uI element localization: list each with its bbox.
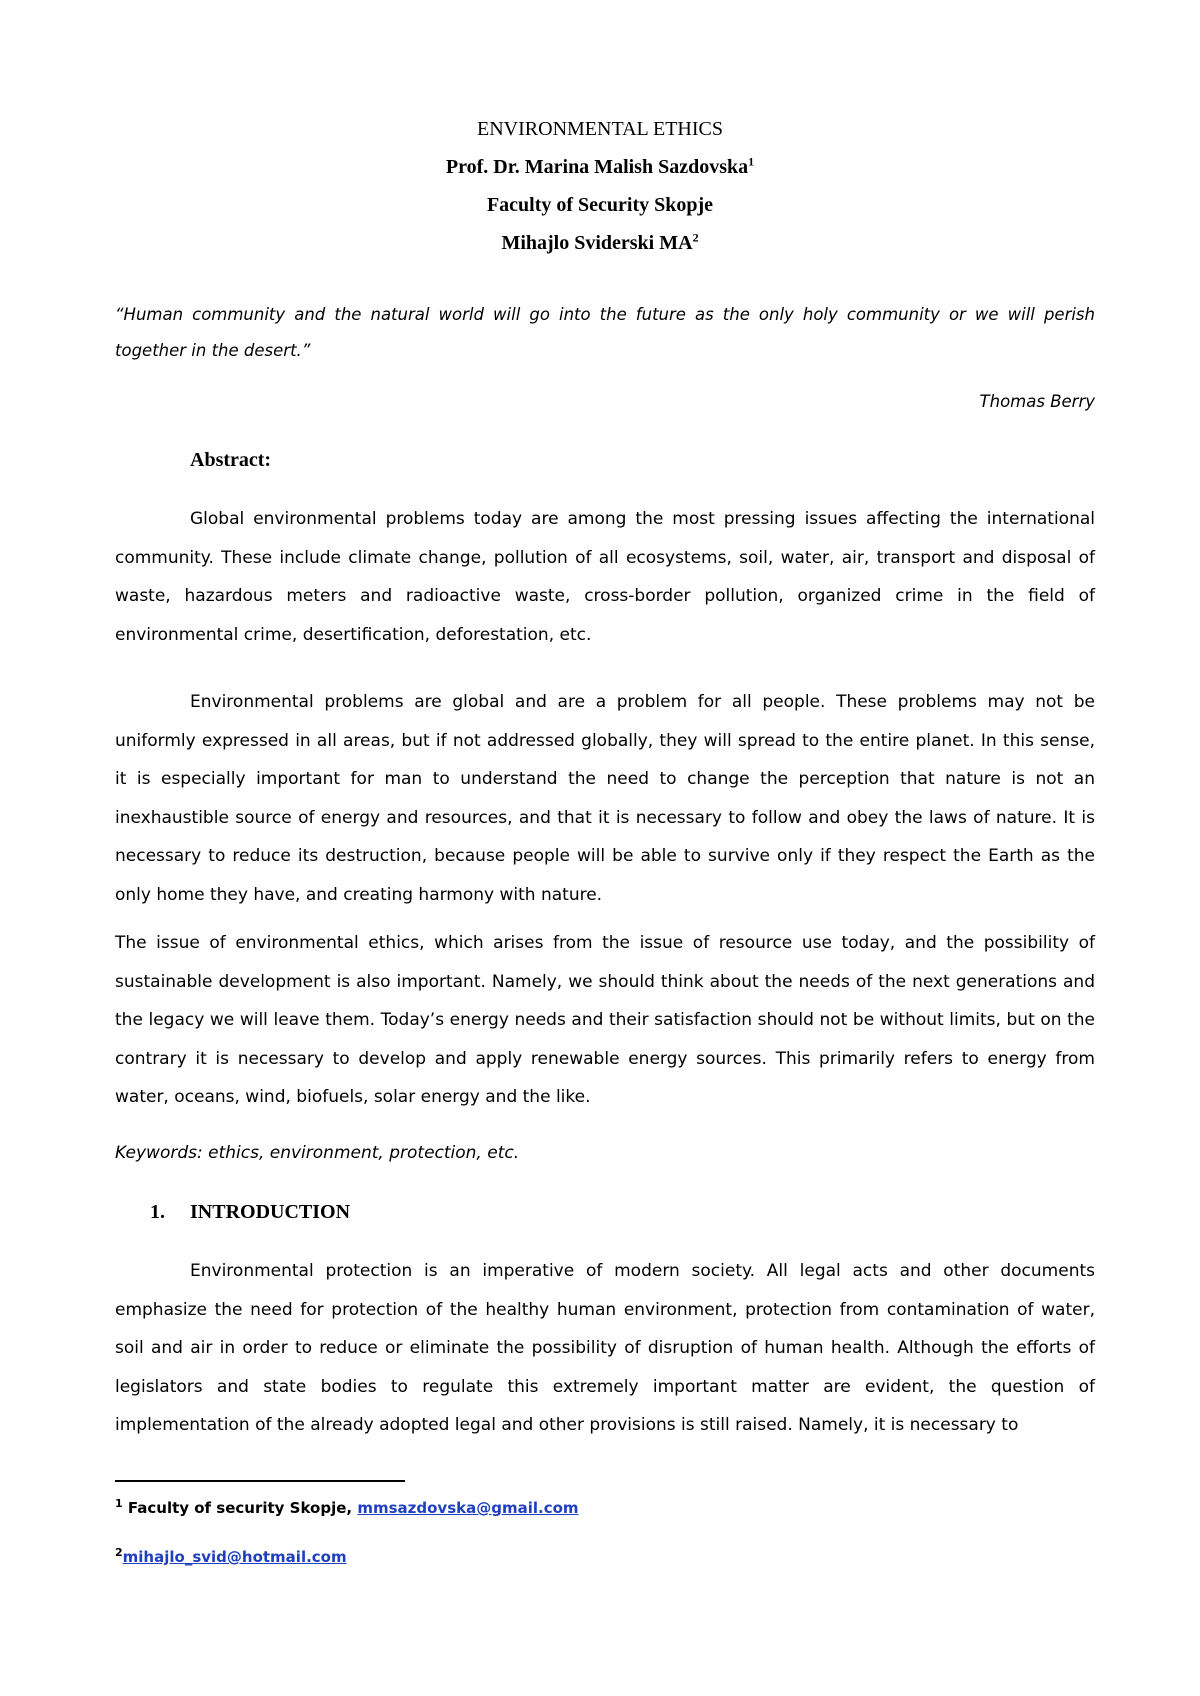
section-heading-introduction <box>150 1199 350 1225</box>
footnote-separator <box>115 1480 405 1482</box>
affiliation: Faculty of Security Skopje <box>486 194 714 216</box>
abstract-heading: Abstract: <box>190 449 272 471</box>
footnote-1-text: Faculty of security Skopje, <box>122 1499 358 1517</box>
keywords: Keywords: ethics, environment, protection, etc. <box>115 1143 520 1163</box>
abstract-paragraph-3: The issue of environmental ethics, which arises from the issue of resource use today, and the possibility of sustainable development is also important. Namely, we should think about the needs of the next generations and the legacy we will leave them. Today’s energy needs and their satisfaction should not be without limits, but on the contrary it is necessary to develop and apply renewable energy sources. This primarily refers to energy from water, oceans, wind, biofuels, solar energy and the like. <box>115 933 1095 1107</box>
abstract-paragraph-1: Global environmental problems today are among the most pressing issues affecting the international community. These include climate change, pollution of all ecosystems, soil, water, air, transport and disposal of waste, hazardous meters and radioactive waste, cross-border pollution, organized crime in the field of environmental crime, desertification, deforestation, etc. <box>115 509 1095 645</box>
epigraph-author: Thomas Berry <box>979 392 1095 411</box>
abstract-paragraph-2: Environmental problems are global and are a problem for all people. These problems may not be uniformly expressed in all areas, but if not addressed globally, they will spread to the entire planet. In this sense, it is especially important for man to understand the need to change the perception that nature is not an inexhaustible source of energy and resources, and that it is necessary to follow and obey the laws of nature. It is necessary to reduce its destruction, because people will be able to survive only if they respect the Earth as the only home they have, and creating harmony with nature. <box>115 692 1095 905</box>
footnote-marker-1: 1 <box>748 154 755 169</box>
author-1-name: Prof. Dr. Marina Malish Sazdovska <box>445 156 749 178</box>
footnote-marker-2: 2 <box>692 230 699 245</box>
author-1 <box>0 154 1200 180</box>
section-title: INTRODUCTION <box>190 1201 351 1223</box>
footnote-2 <box>115 1546 347 1568</box>
author-2 <box>0 230 1200 256</box>
section-number: 1. <box>150 1201 165 1223</box>
footnote-1-email-link[interactable]: mmsazdovska@gmail.com <box>357 1499 579 1517</box>
epigraph-quote: “Human community and the natural world will go into the future as the only holy community or we will perish together in the desert.” <box>115 305 1095 360</box>
footnote-1 <box>115 1497 579 1519</box>
paper-title: ENVIRONMENTAL ETHICS <box>477 118 723 140</box>
author-2-name: Mihajlo Sviderski MA <box>501 232 693 254</box>
footnote-2-email-link[interactable]: mihajlo_svid@hotmail.com <box>122 1548 347 1566</box>
introduction-paragraph: Environmental protection is an imperative of modern society. All legal acts and other documents emphasize the need for protection of the healthy human environment, protection from contamination of water, soil and air in order to reduce or eliminate the possibility of disruption of human health. Although the efforts of legislators and state bodies to regulate this extremely important matter are evident, the question of implementation of the already adopted legal and other provisions is still raised. Namely, it is necessary to <box>115 1261 1095 1435</box>
footnote-1-marker: 1 <box>115 1497 123 1510</box>
footnote-2-marker: 2 <box>115 1546 123 1559</box>
